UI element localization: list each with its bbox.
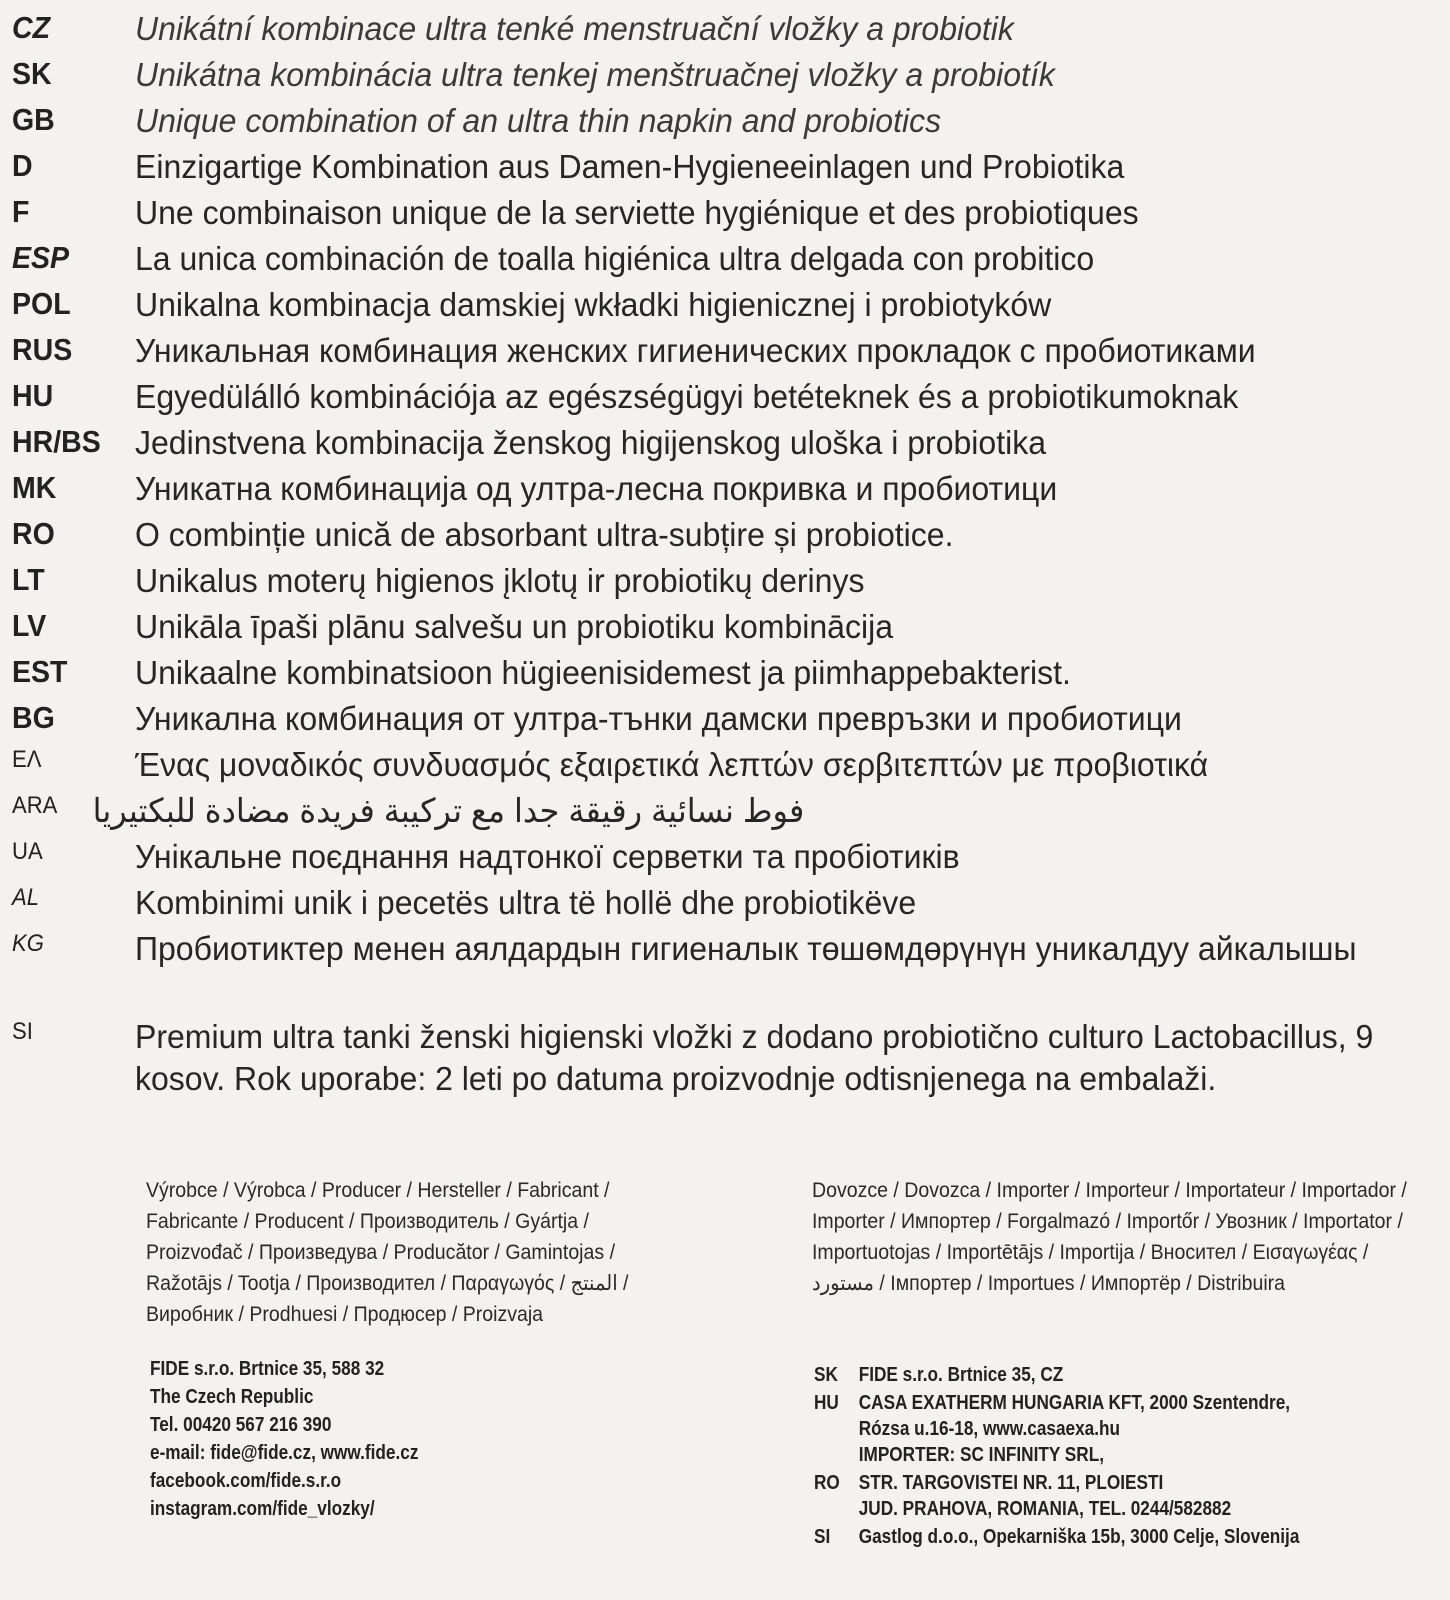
language-code: CZ bbox=[12, 10, 51, 45]
language-code: LV bbox=[12, 608, 47, 643]
importer-code: HU bbox=[814, 1392, 839, 1414]
importer-code: SI bbox=[814, 1526, 831, 1548]
language-text: Unikalus moterų higienos įklotų ir probiotikų derinys bbox=[135, 562, 865, 599]
importer-entry bbox=[814, 1470, 1347, 1522]
language-text: فوط نسائية رقيقة جدا مع تركيبة فريدة مضادة للبكتيريا bbox=[92, 792, 805, 829]
language-code: EST bbox=[12, 654, 68, 689]
address-line: FIDE s.r.o. Brtnice 35, CZ bbox=[858, 1364, 1064, 1386]
language-code: HR/BS bbox=[12, 424, 101, 459]
language-text: Уникатна комбинација од ултра-лесна покривка и пробиотици bbox=[135, 470, 1058, 507]
importer-addresses bbox=[814, 1362, 1347, 1552]
language-code: ΕΛ bbox=[12, 746, 42, 773]
importer-code: RO bbox=[814, 1472, 840, 1494]
list-item bbox=[0, 100, 1450, 146]
address-line: STR. TARGOVISTEI NR. 11, PLOIESTI bbox=[858, 1472, 1164, 1494]
list-item bbox=[0, 238, 1450, 284]
language-text: La unica combinación de toalla higiénica ultra delgada con probitico bbox=[135, 240, 1095, 277]
producer-address bbox=[150, 1355, 614, 1523]
language-text: Unikátní kombinace ultra tenké menstruační vložky a probiotik bbox=[135, 10, 1014, 47]
list-item bbox=[0, 146, 1450, 192]
list-item bbox=[0, 698, 1450, 744]
language-list bbox=[0, 8, 1450, 1104]
language-text: Egyedülálló kombinációja az egészségügyi betéteknek és a probiotikumoknak bbox=[135, 378, 1239, 415]
language-text: Unikátna kombinácia ultra tenkej menštruačnej vložky a probiotík bbox=[135, 56, 1055, 93]
language-text: O combinție unică de absorbant ultra-subțire și probiotice. bbox=[135, 516, 954, 553]
list-item bbox=[0, 330, 1450, 376]
language-text: Унікальне поєднання надтонкої серветки та пробіотиків bbox=[135, 838, 960, 875]
importer-entry bbox=[814, 1524, 1347, 1550]
address-line: FIDE s.r.o. Brtnice 35, 588 32 bbox=[150, 1358, 385, 1380]
list-item bbox=[0, 652, 1450, 698]
list-item bbox=[0, 928, 1450, 1016]
importer-entry bbox=[814, 1362, 1347, 1388]
language-text: Уникальная комбинация женских гигиенических прокладок с пробиотиками bbox=[135, 332, 1256, 369]
language-text: Kombinimi unik i pecetës ultra të hollë dhe probiotikëve bbox=[135, 884, 917, 921]
language-code: SK bbox=[12, 56, 52, 91]
language-code: UA bbox=[12, 838, 43, 865]
language-text: Unikaalne kombinatsioon hügieenisidemest ja piimhappebakterist. bbox=[135, 654, 1071, 691]
importer-code: SK bbox=[814, 1364, 838, 1386]
language-code: D bbox=[12, 148, 33, 183]
importer-entry bbox=[814, 1390, 1347, 1468]
producer-label: Výrobce / Výrobca / Producer / Hersteller / Fabricant / Fabricante / Producent / Производитель / Gyártja / Proizvođač / Произведува / Producător / Gamintojas / Ražotājs / Tootja / Производител / Παραγωγός / المنتج / Виробник / Prodhuesi / Продюсер / Proizvaja bbox=[146, 1179, 629, 1326]
language-code: ESP bbox=[12, 240, 70, 275]
address-line: Rózsa u.16-18, www.casaexa.hu bbox=[858, 1418, 1121, 1440]
language-text: Unique combination of an ultra thin napkin and probiotics bbox=[135, 102, 942, 139]
language-text: Уникална комбинация от ултра-тънки дамски превръзки и пробиотици bbox=[135, 700, 1182, 737]
importer-label: Dovozce / Dovozca / Importer / Importeur / Importateur / Importador / Importer / Импортер / Forgalmazó / Importőr / Увозник / Importator / Importuotojas / Importētājs / Importija / Вносител / Εισαγωγέας / مستورد / Імпортер / Importues / Импортёр / Distribuira bbox=[812, 1179, 1407, 1295]
list-item bbox=[0, 422, 1450, 468]
language-code: RUS bbox=[12, 332, 73, 367]
list-item bbox=[0, 790, 1450, 836]
list-item bbox=[0, 606, 1450, 652]
language-text: Unikalna kombinacja damskiej wkładki higienicznej i probiotyków bbox=[135, 286, 1052, 323]
address-line: instagram.com/fide_vlozky/ bbox=[150, 1498, 375, 1520]
address-line: Tel. 00420 567 216 390 bbox=[150, 1414, 332, 1436]
language-code: AL bbox=[12, 884, 40, 911]
address-line: e-mail: fide@fide.cz, www.fide.cz bbox=[150, 1442, 419, 1464]
list-item bbox=[0, 8, 1450, 54]
language-code: KG bbox=[12, 930, 44, 957]
list-item bbox=[0, 376, 1450, 422]
address-line: IMPORTER: SC INFINITY SRL, bbox=[858, 1444, 1104, 1466]
language-text: Пробиотиктер менен аялдардын гигиеналык төшөмдөрүнүн уникалдуу айкалышы bbox=[135, 930, 1357, 967]
language-text: Unikāla īpaši plānu salvešu un probiotiku kombinācija bbox=[135, 608, 894, 645]
language-code: SI bbox=[12, 1018, 33, 1045]
language-code: LT bbox=[12, 562, 45, 597]
address-line: facebook.com/fide.s.r.o bbox=[150, 1470, 342, 1492]
address-line: CASA EXATHERM HUNGARIA KFT, 2000 Szentendre, bbox=[858, 1392, 1291, 1414]
language-code: MK bbox=[12, 470, 57, 505]
language-text: Einzigartige Kombination aus Damen-Hygieneeinlagen und Probiotika bbox=[135, 148, 1125, 185]
language-code: RO bbox=[12, 516, 55, 551]
address-line: Gastlog d.o.o., Opekarniška 15b, 3000 Celje, Slovenija bbox=[858, 1526, 1300, 1548]
list-item bbox=[0, 1016, 1450, 1104]
list-item bbox=[0, 192, 1450, 238]
language-text: Une combinaison unique de la serviette hygiénique et des probiotiques bbox=[135, 194, 1139, 231]
language-code: F bbox=[12, 194, 30, 229]
list-item bbox=[0, 284, 1450, 330]
address-line: The Czech Republic bbox=[150, 1386, 314, 1408]
list-item bbox=[0, 468, 1450, 514]
list-item bbox=[0, 560, 1450, 606]
address-line: JUD. PRAHOVA, ROMANIA, TEL. 0244/582882 bbox=[858, 1498, 1232, 1520]
language-text: Premium ultra tanki ženski higienski vložki z dodano probiotično culturo Lactobacillus, 9 kosov. Rok uporabe: 2 leti po datuma proizvodnje odtisnjenega na embalaži. bbox=[135, 1018, 1374, 1097]
language-text: Jedinstvena kombinacija ženskog higijenskog uloška i probiotika bbox=[135, 424, 1047, 461]
language-code: ARA bbox=[12, 792, 58, 819]
list-item bbox=[0, 514, 1450, 560]
list-item bbox=[0, 836, 1450, 882]
list-item bbox=[0, 54, 1450, 100]
language-code: GB bbox=[12, 102, 55, 137]
list-item bbox=[0, 882, 1450, 928]
list-item bbox=[0, 744, 1450, 790]
language-code: POL bbox=[12, 286, 71, 321]
language-code: BG bbox=[12, 700, 55, 735]
language-code: HU bbox=[12, 378, 54, 413]
language-text: Ένας μοναδικός συνδυασμός εξαιρετικά λεπτών σερβιτεπτών με προβιοτικά bbox=[135, 746, 1209, 783]
